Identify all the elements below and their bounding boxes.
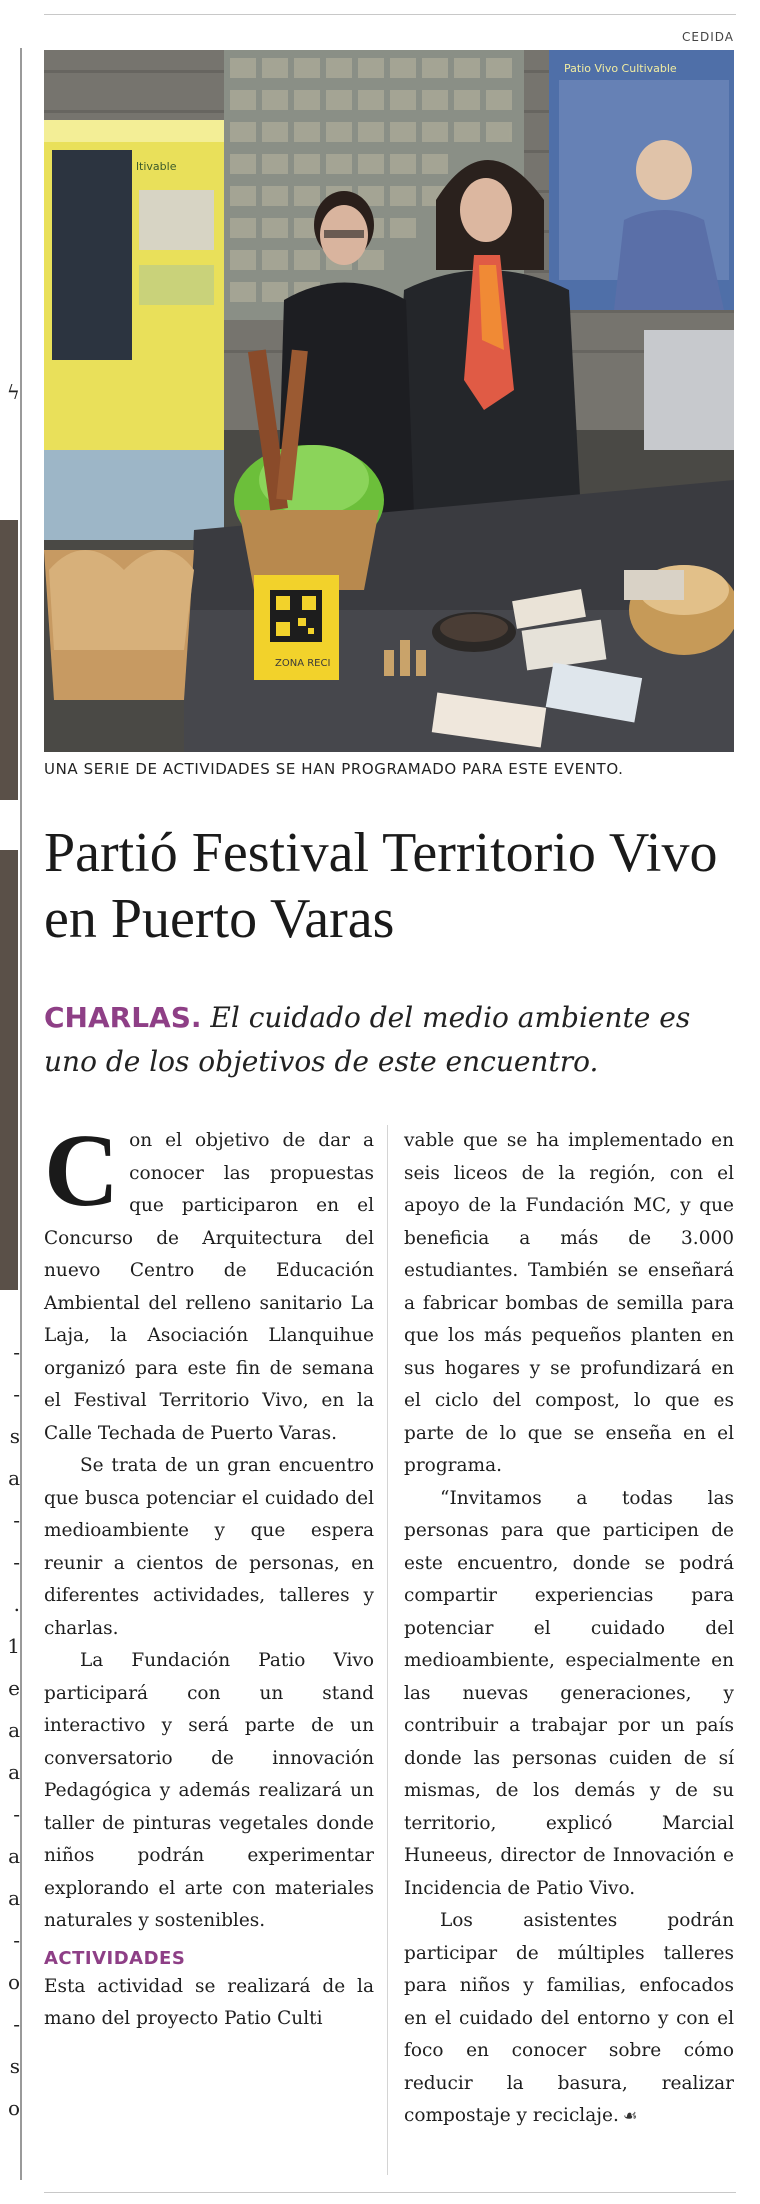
end-mark-icon: ☙	[622, 2106, 638, 2125]
adjacent-text-fragment: s	[9, 1424, 20, 1448]
adjacent-text-fragment: o	[7, 1970, 20, 1994]
paragraph-text: on el objetivo de dar a conocer las propuestas que participaron en el Concurso de Arquitectura del nuevo Centro de Educación Ambiental del relleno sanitario La Laja, la Asociación Llanquihue organizó para este fin de semana el Festival Territorio Vivo, en la Calle Techada de Puerto Varas.	[44, 1130, 374, 1444]
bottom-rule	[44, 2192, 736, 2193]
svg-text:ltivable: ltivable	[136, 160, 177, 173]
adjacent-page-edge	[0, 0, 30, 2204]
deck-text: El cuidado del medio ambiente es uno de los objetivos de este encuentro.	[44, 1001, 691, 1078]
svg-text:Patio Vivo Cultivable: Patio Vivo Cultivable	[564, 62, 677, 75]
article-paragraph-1	[44, 1113, 374, 1450]
adjacent-text-fragment: a	[8, 1718, 20, 1742]
adjacent-text-fragment: a	[8, 1466, 20, 1490]
section-subhead: ACTIVIDADES	[44, 1947, 186, 1969]
article-paragraph-3: La Fundación Patio Vivo participará con un stand interactivo y será parte de un conversatorio de innovación Pedagógica y además realizará un taller de pinturas vegetales donde niños podrán experimentar explorando el arte con materiales naturales y sostenibles.	[44, 1650, 374, 1931]
adjacent-text-fragment: -	[13, 1928, 20, 1952]
photo-caption: UNA SERIE DE ACTIVIDADES SE HAN PROGRAMADO PARA ESTE EVENTO.	[44, 760, 624, 778]
headline: Partió Festival Territorio Vivo en Puerto Varas	[44, 822, 718, 950]
article-paragraph-4-cont	[404, 1125, 734, 1483]
deck-kicker: CHARLAS.	[44, 1001, 202, 1034]
top-rule	[44, 14, 736, 15]
qr-code-icon	[270, 590, 322, 642]
adjacent-text-fragment: .	[13, 1592, 20, 1616]
adjacent-text-fragment: -	[13, 1340, 20, 1364]
edge-rule	[20, 48, 22, 2180]
photo-illustration	[44, 50, 734, 752]
deck	[44, 996, 734, 1084]
adjacent-photo-strip	[0, 850, 18, 1290]
adjacent-photo-strip	[0, 520, 18, 800]
adjacent-text-fragment: -	[13, 1508, 20, 1532]
paragraph-text: Los asistentes podrán participar de múltiples talleres para niños y familias, enfocados en el cuidado del entorno y con el foco en conocer sobre cómo reducir la basura, realizar compostaje y reciclaje.	[404, 1910, 734, 2126]
event-photo	[44, 50, 734, 752]
adjacent-text-fragment: -	[13, 1802, 20, 1826]
svg-text:ZONA RECI: ZONA RECI	[275, 658, 331, 669]
adjacent-text-fragment: a	[8, 1760, 20, 1784]
adjacent-text-fragment: -	[13, 1382, 20, 1406]
article-column-right	[404, 1125, 734, 2133]
article-column-left	[44, 1113, 374, 2036]
adjacent-text-fragment: s	[9, 2054, 20, 2078]
article-paragraph-6	[404, 1905, 734, 2133]
photo-credit: CEDIDA	[682, 30, 734, 44]
drop-cap: C	[44, 1113, 120, 1228]
article-paragraph-2: Se trata de un gran encuentro que busca potenciar el cuidado del medioambiente y que espera reunir a cientos de personas, en diferentes actividades, talleres y charlas.	[44, 1455, 374, 1639]
adjacent-text-fragment: 1	[7, 1634, 20, 1658]
article-paragraph-4-start	[44, 1971, 374, 2036]
adjacent-text-fragment: a	[8, 1886, 20, 1910]
adjacent-text-fragment: ϟ	[6, 380, 20, 404]
paragraph-text: vable que se ha implementado en seis liceos de la región, con el apoyo de la Fundación MC, y que beneficia a más de 3.000 estudiantes. También se enseñará a fabricar bombas de semilla para que los más pequeños planten en sus hogares y se profundizará en el ciclo del compost, lo que es parte de lo que se enseña en el programa.	[404, 1130, 734, 1476]
adjacent-text-fragment: o	[7, 2096, 20, 2120]
adjacent-text-fragment: -	[13, 1550, 20, 1574]
paragraph-text: Esta actividad se realizará de la mano del proyecto Patio Culti	[44, 1975, 374, 2029]
adjacent-text-fragment: e	[8, 1676, 20, 1700]
column-divider	[387, 1125, 388, 2175]
article-paragraph-5: “Invitamos a todas las personas para que participen de este encuentro, donde se podrá compartir experiencias para potenciar el cuidado del medioambiente, especialmente en las nuevas generaciones, y contribuir a trabajar por un país donde las personas cuiden de sí mismas, de los demás y de su territorio, explicó Marcial Huneeus, director de Innovación e Incidencia de Patio Vivo.	[404, 1487, 734, 1899]
adjacent-text-fragment: a	[8, 1844, 20, 1868]
adjacent-text-fragment: -	[13, 2012, 20, 2036]
